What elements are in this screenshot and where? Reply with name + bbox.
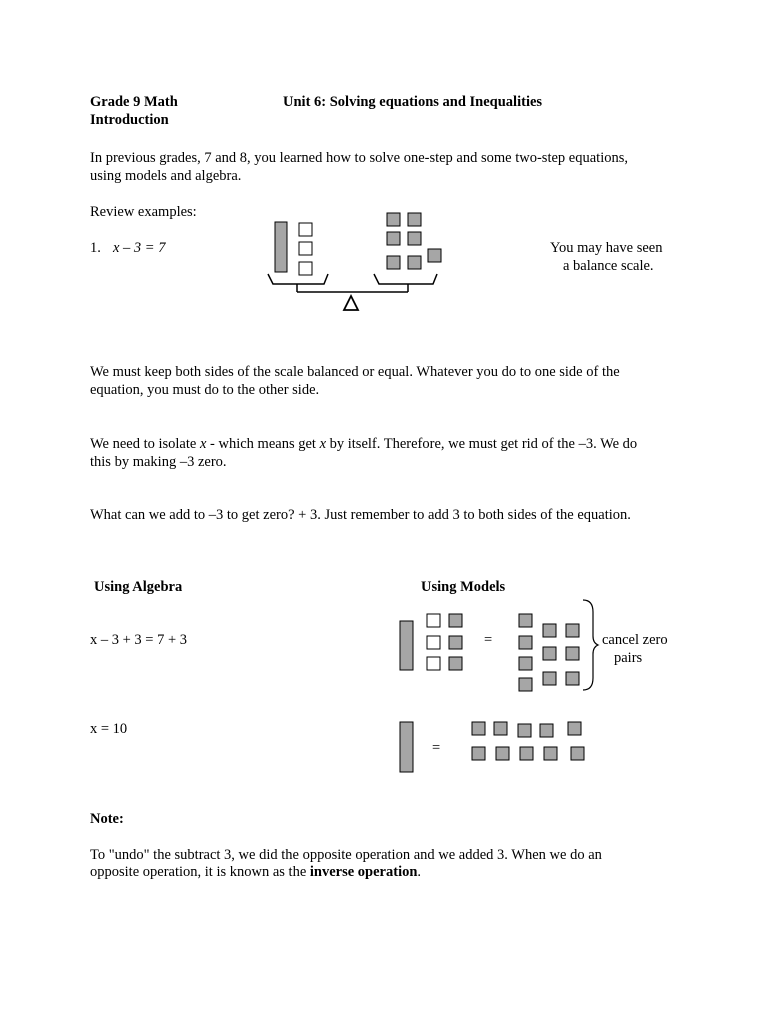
balance-note-line-2: a balance scale. xyxy=(563,258,654,274)
models-heading: Using Models xyxy=(421,579,506,595)
positive-unit-tile xyxy=(543,672,556,685)
positive-unit-tile xyxy=(566,647,579,660)
models-equals-2: = xyxy=(432,740,441,756)
note-text-a: opposite operation, it is known as the xyxy=(90,864,310,880)
positive-unit-tile xyxy=(449,636,462,649)
models-equals-1: = xyxy=(484,632,493,648)
negative-unit-tile xyxy=(427,614,440,627)
algebra-step-2: x = 10 xyxy=(90,721,128,737)
positive-unit-tile xyxy=(449,657,462,670)
isolate-text-b: - which means get xyxy=(206,436,320,452)
note-text-b: . xyxy=(417,864,422,880)
positive-unit-tile xyxy=(518,724,531,737)
model-step-2-right xyxy=(472,722,584,760)
positive-unit-tile xyxy=(566,624,579,637)
positive-unit-tile xyxy=(568,722,581,735)
isolate-line-2: this by making –3 zero. xyxy=(90,454,227,470)
inverse-operation-term: inverse operation xyxy=(309,864,418,880)
algebra-step-1: x – 3 + 3 = 7 + 3 xyxy=(90,632,188,648)
add-question: What can we add to –3 to get zero? + 3. Just remember to add 3 to both sides of the equation. xyxy=(90,507,631,523)
x-tile xyxy=(400,621,413,670)
review-label: Review examples: xyxy=(90,204,197,220)
isolate-text-a: We need to isolate xyxy=(90,436,200,452)
positive-unit-tile xyxy=(566,672,579,685)
isolate-text-c: by itself. Therefore, we must get rid of the –3. We do xyxy=(326,436,638,452)
positive-unit-tile xyxy=(544,747,557,760)
x-tile xyxy=(400,722,413,772)
isolate-variable-2: x xyxy=(319,436,326,452)
isolate-variable-1: x xyxy=(199,436,207,452)
positive-unit-tile xyxy=(519,614,532,627)
positive-unit-tile xyxy=(496,747,509,760)
positive-unit-tile xyxy=(519,678,532,691)
positive-unit-tile xyxy=(494,722,507,735)
positive-unit-tile xyxy=(543,647,556,660)
example-number: 1. xyxy=(90,240,101,256)
unit-title: Unit 6: Solving equations and Inequalities xyxy=(283,94,543,110)
positive-unit-tile xyxy=(543,624,556,637)
balance-note-line-1: You may have seen xyxy=(550,240,663,256)
positive-unit-tile xyxy=(571,747,584,760)
model-step-1-right xyxy=(519,614,579,691)
intro-line-1: In previous grades, 7 and 8, you learned how to solve one-step and some two-step equations, xyxy=(90,150,628,166)
negative-unit-tile xyxy=(427,636,440,649)
cancel-label-line-1: cancel zero xyxy=(602,632,668,648)
example-equation: x – 3 = 7 xyxy=(113,240,166,256)
algebra-heading: Using Algebra xyxy=(94,579,183,595)
positive-unit-tile xyxy=(472,722,485,735)
note-line-2 xyxy=(90,863,421,881)
negative-unit-tile xyxy=(427,657,440,670)
balanced-line-1: We must keep both sides of the scale balanced or equal. Whatever you do to one side of the xyxy=(90,364,620,380)
right-curly-brace-icon xyxy=(583,600,598,690)
model-step-2-left xyxy=(400,722,413,772)
balanced-line-2: equation, you must do to the other side. xyxy=(90,382,320,398)
positive-unit-tile xyxy=(472,747,485,760)
cancel-label-line-2: pairs xyxy=(614,650,643,666)
section-title: Introduction xyxy=(90,112,169,128)
note-heading: Note: xyxy=(90,811,124,827)
positive-unit-tile xyxy=(519,657,532,670)
course-title: Grade 9 Math xyxy=(90,94,178,110)
positive-unit-tile xyxy=(520,747,533,760)
note-line-1: To "undo" the subtract 3, we did the opposite operation and we added 3. When we do an xyxy=(90,847,602,863)
model-step-1-left xyxy=(400,614,462,670)
positive-unit-tile xyxy=(449,614,462,627)
positive-unit-tile xyxy=(540,724,553,737)
intro-line-2: using models and algebra. xyxy=(90,168,242,184)
positive-unit-tile xyxy=(519,636,532,649)
